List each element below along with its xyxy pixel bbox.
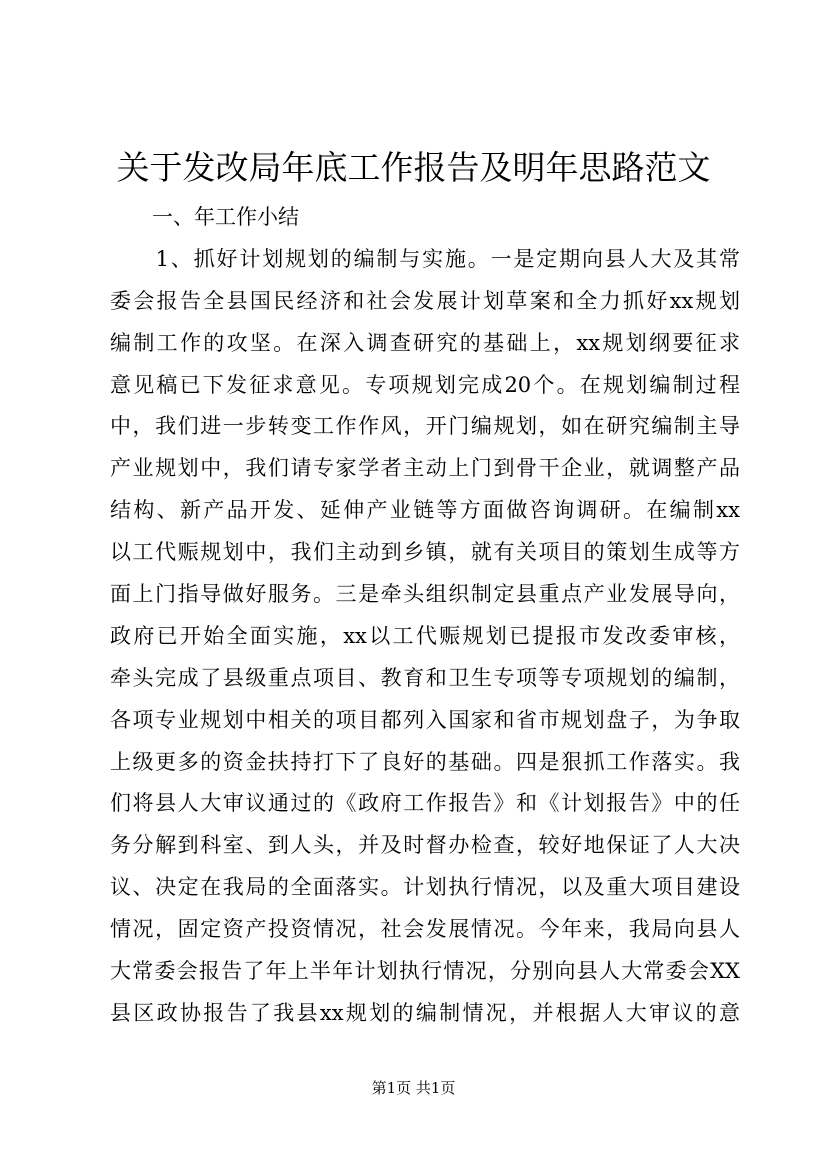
paragraph-line: 大常委会报告了年上半年计划执行情况，分别向县人大常委会XX <box>110 959 740 984</box>
paragraph-line: 中，我们进一步转变工作作风，开门编规划，如在研究编制主导 <box>110 414 740 439</box>
document-title: 关于发改局年底工作报告及明年思路范文 <box>116 148 711 187</box>
paragraph-line: 县区政协报告了我县xx规划的编制情况，并根据人大审议的意 <box>110 1000 740 1025</box>
paragraph-line: 们将县人大审议通过的《政府工作报告》和《计划报告》中的任 <box>110 791 740 816</box>
paragraph-line: 以工代赈规划中，我们主动到乡镇，就有关项目的策划生成等方 <box>110 540 740 565</box>
paragraph-line: 委会报告全县国民经济和社会发展计划草案和全力抓好xx规划 <box>110 288 740 313</box>
document-body <box>110 197 740 1035</box>
paragraph-line: 情况，固定资产投资情况，社会发展情况。今年来，我局向县人 <box>110 917 740 942</box>
paragraph-line: 产业规划中，我们请专家学者主动上门到骨干企业，就调整产品 <box>110 456 740 481</box>
paragraph-line: 结构、新产品开发、延伸产业链等方面做咨询调研。在编制xx <box>110 498 740 523</box>
paragraph-line: 意见稿已下发征求意见。专项规划完成20个。在规划编制过程 <box>110 372 740 397</box>
paragraph-line: 上级更多的资金扶持打下了良好的基础。四是狠抓工作落实。我 <box>110 749 740 774</box>
paragraph-line: 各项专业规划中相关的项目都列入国家和省市规划盘子，为争取 <box>110 707 740 732</box>
paragraph-line: 务分解到科室、到人头，并及时督办检查，较好地保证了人大决 <box>110 833 740 858</box>
paragraph-line: 1、抓好计划规划的编制与实施。一是定期向县人大及其常 <box>110 246 740 271</box>
paragraph-line: 政府已开始全面实施，xx以工代赈规划已提报市发改委审核， <box>110 623 740 648</box>
section-heading: 一、年工作小结 <box>110 205 299 229</box>
page-number-footer: 第1页 共1页 <box>371 1079 456 1097</box>
paragraph-line: 编制工作的攻坚。在深入调查研究的基础上，xx规划纲要征求 <box>110 330 740 355</box>
paragraph-line: 面上门指导做好服务。三是牵头组织制定县重点产业发展导向， <box>110 582 740 607</box>
paragraph-line: 议、决定在我局的全面落实。计划执行情况，以及重大项目建设 <box>110 875 740 900</box>
paragraph-line: 牵头完成了县级重点项目、教育和卫生专项等专项规划的编制， <box>110 665 740 690</box>
